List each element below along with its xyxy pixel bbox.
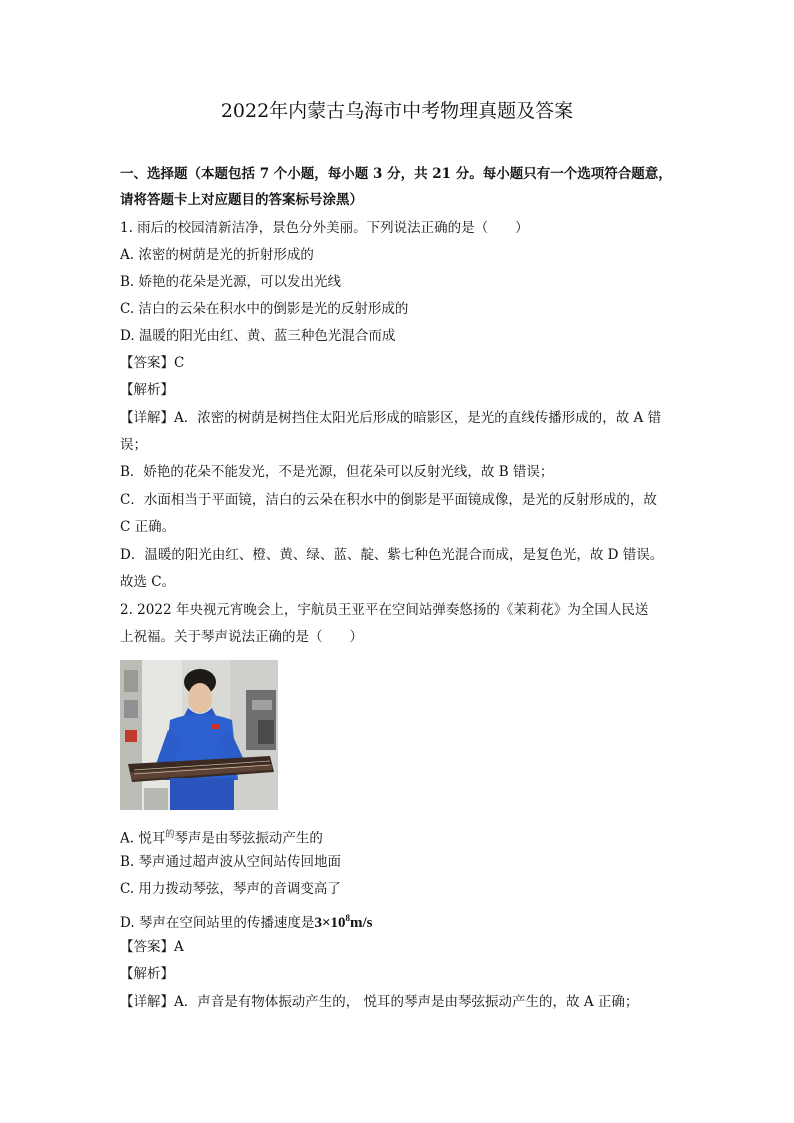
formula-base: 3×10 (314, 915, 346, 931)
formula-exponent: 8 (345, 913, 350, 923)
q1-detail-line: C 正确。 (120, 519, 176, 535)
q2-option-b: B. 琴声通过超声波从空间站传回地面 (120, 854, 342, 870)
section-heading-line1: 一、选择题（本题包括 7 个小题，每小题 3 分，共 21 分。每小题只有一个选项符合题意， (120, 166, 672, 182)
q1-detail-line: 误； (120, 437, 147, 453)
q1-option-b: B. 娇艳的花朵是光源，可以发出光线 (120, 274, 342, 290)
q2-detail-line: 【详解】A．声音是有物体振动产生的， 悦耳的琴声是由琴弦振动产生的，故 A 正确； (120, 994, 639, 1010)
q2-option-a (120, 825, 680, 849)
q1-detail-line: 故选 C。 (120, 574, 176, 590)
q1-answer: 【答案】C (120, 355, 185, 371)
q2-stem-line2: 上祝福。关于琴声说法正确的是（ ） (120, 629, 363, 645)
q1-detail-line: B．娇艳的花朵不能发光，不是光源，但花朵可以反射光线，故 B 错误； (120, 464, 554, 480)
q2-option-a-pre: A. 悦耳 (120, 830, 166, 847)
q2-option-d-text: D. 琴声在空间站里的传播速度是 (120, 915, 315, 931)
q1-detail-line: C．水面相当于平面镜，洁白的云朵在积水中的倒影是平面镜成像，是光的反射形成的，故 (120, 492, 657, 508)
q1-detail-line: D．温暖的阳光由红、橙、黄、绿、蓝、靛、紫七种色光混合而成，是复色光，故 D 错误。 (120, 547, 664, 563)
q1-option-c: C. 洁白的云朵在积水中的倒影是光的反射形成的 (120, 301, 409, 317)
q2-stem-line1: 2. 2022 年央视元宵晚会上，宇航员王亚平在空间站弹奏悠扬的《茉莉花》为全国人民送 (120, 602, 649, 618)
page-title: 2022年内蒙古乌海市中考物理真题及答案 (220, 100, 574, 122)
q1-detail-line: 【详解】A．浓密的树荫是树挡住太阳光后形成的暗影区，是光的直线传播形成的，故 A 错 (120, 410, 662, 426)
q1-option-d: D. 温暖的阳光由红、黄、蓝三种色光混合而成 (120, 328, 396, 344)
q2-analysis-label: 【解析】 (120, 966, 174, 982)
astronaut-playing-guzheng-image (120, 660, 278, 810)
q1-option-a: A. 浓密的树荫是光的折射形成的 (120, 247, 314, 263)
q2-answer: 【答案】A (120, 939, 184, 955)
formula-unit: m/s (350, 915, 373, 931)
q2-option-d (120, 908, 680, 933)
q2-option-a-sup: 的 (165, 830, 175, 840)
speed-formula (314, 915, 372, 931)
q1-stem: 1. 雨后的校园清新洁净，景色分外美丽。下列说法正确的是（ ） (120, 220, 529, 236)
section-heading-line2: 请将答题卡上对应题目的答案标号涂黑） (120, 192, 363, 208)
q1-analysis-label: 【解析】 (120, 382, 174, 398)
q2-option-c: C. 用力拨动琴弦，琴声的音调变高了 (120, 881, 341, 897)
q2-option-a-post: 琴声是由琴弦振动产生的 (174, 830, 323, 847)
